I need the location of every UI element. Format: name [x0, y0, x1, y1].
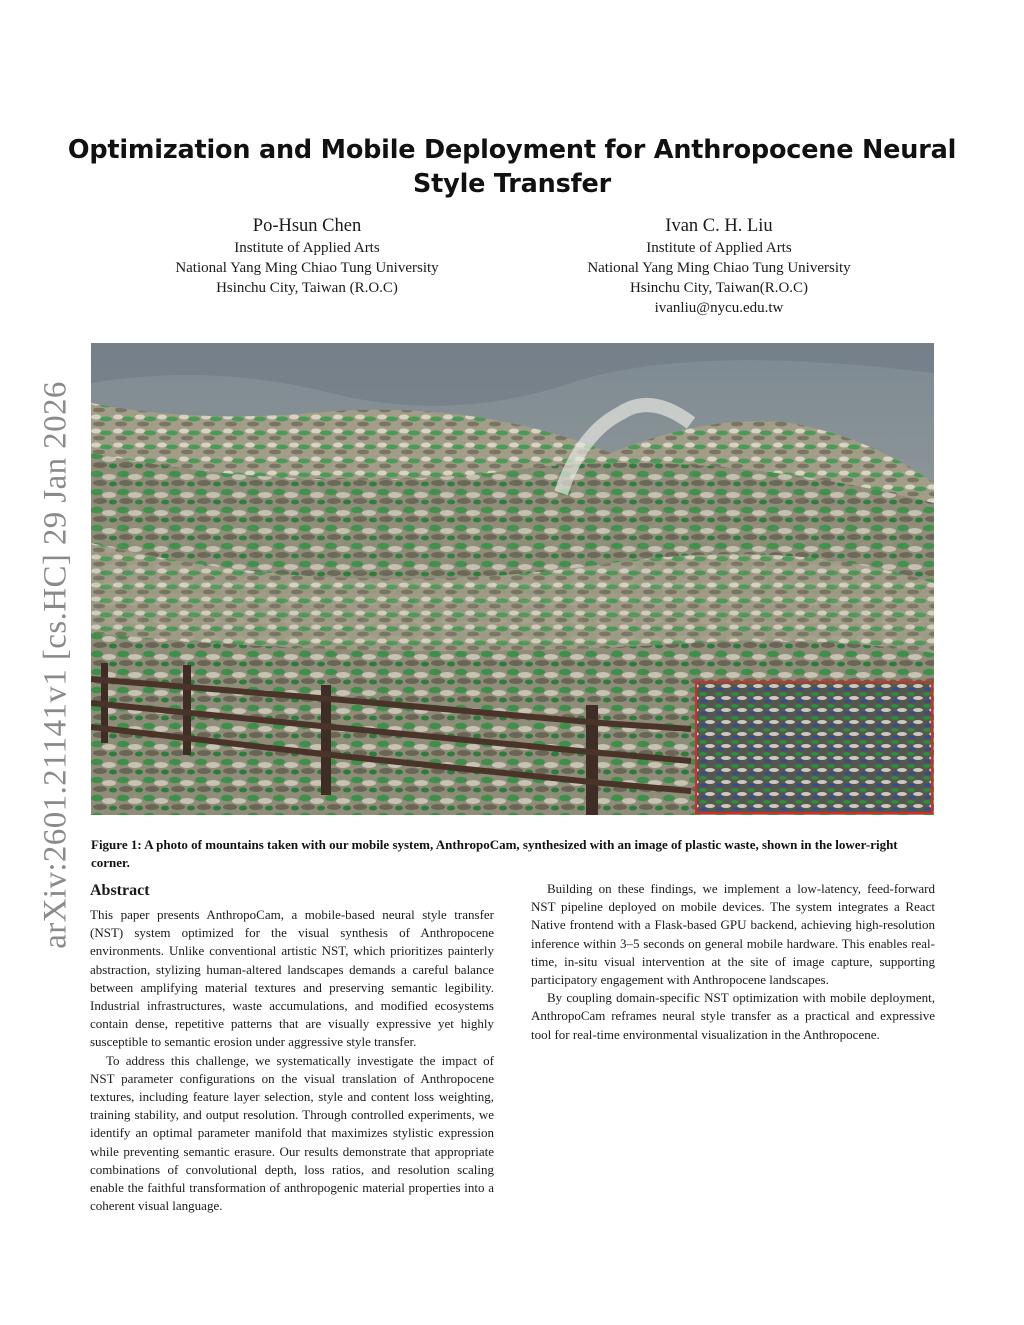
arxiv-stamp-text: arXiv:2601.21141v1 [cs.HC] 29 Jan 2026: [37, 381, 74, 949]
author-location: Hsinchu City, Taiwan(R.O.C): [629, 280, 809, 296]
abstract-paragraph-4: By coupling domain-specific NST optimization with mobile deployment, AnthropoCam reframes neural style transfer as a practical and expressive tool for real-time environmental visualization in the Anthropocene.: [531, 990, 935, 1042]
author-location: Hsinchu City, Taiwan (R.O.C): [216, 280, 398, 296]
abstract-column-left: [90, 880, 494, 1215]
abstract-column-right: [531, 880, 935, 1044]
author-university: National Yang Ming Chiao Tung University: [175, 260, 439, 276]
paper-title: Optimization and Mobile Deployment for Anthropocene Neural Style Transfer: [67, 135, 957, 199]
abstract-paragraph-1: This paper presents AnthropoCam, a mobile-based neural style transfer (NST) system optimized for the visual synthesis of Anthropocene environments. Unlike conventional artistic NST, which prioritizes painterly abstraction, stylizing human-altered landscapes demands a careful balance between amplifying material textures and preserving semantic legibility. Industrial infrastructures, waste accumulations, and modified ecosystems contain dense, repetitive patterns that are visually expressive yet highly susceptible to semantic erosion under aggressive style transfer.: [90, 907, 494, 1050]
stylized-landscape-illustration: [91, 343, 934, 815]
author-department: Institute of Applied Arts: [234, 240, 380, 256]
author-email[interactable]: ivanliu@nycu.edu.tw: [654, 300, 784, 316]
author-block-2: [509, 214, 929, 318]
abstract-heading: Abstract: [90, 882, 150, 899]
author-name: Ivan C. H. Liu: [665, 216, 773, 236]
author-university: National Yang Ming Chiao Tung University: [587, 260, 851, 276]
figure-caption: Figure 1: A photo of mountains taken with our mobile system, AnthropoCam, synthesized with an image of plastic waste, shown in the lower-right corner.: [91, 837, 898, 870]
waste-inset: [696, 682, 932, 813]
author-name: Po-Hsun Chen: [252, 216, 362, 236]
figure-image: [91, 343, 934, 815]
abstract-paragraph-2: To address this challenge, we systematically investigate the impact of NST parameter configurations on the visual translation of Anthropocene textures, including feature layer selection, style and content loss weighting, training stability, and output resolution. Through controlled experiments, we identify an optimal parameter manifold that maximizes stylistic expression while preventing semantic erasure. Our results demonstrate that appropriate combinations of convolutional depth, loss ratios, and resolution scaling enable the faithful transformation of anthropogenic material properties into a coherent visual language.: [90, 1052, 494, 1214]
abstract-paragraph-3: Building on these findings, we implement a low-latency, feed-forward NST pipeline deployed on mobile devices. The system integrates a React Native frontend with a Flask-based GPU backend, achieving high-resolution inference within 3–5 seconds on general mobile hardware. This enables real-time, in-situ visual intervention at the site of image capture, supporting participatory engagement with Anthropocene landscapes.: [531, 881, 935, 988]
author-block-1: [97, 214, 517, 298]
author-department: Institute of Applied Arts: [646, 240, 792, 256]
